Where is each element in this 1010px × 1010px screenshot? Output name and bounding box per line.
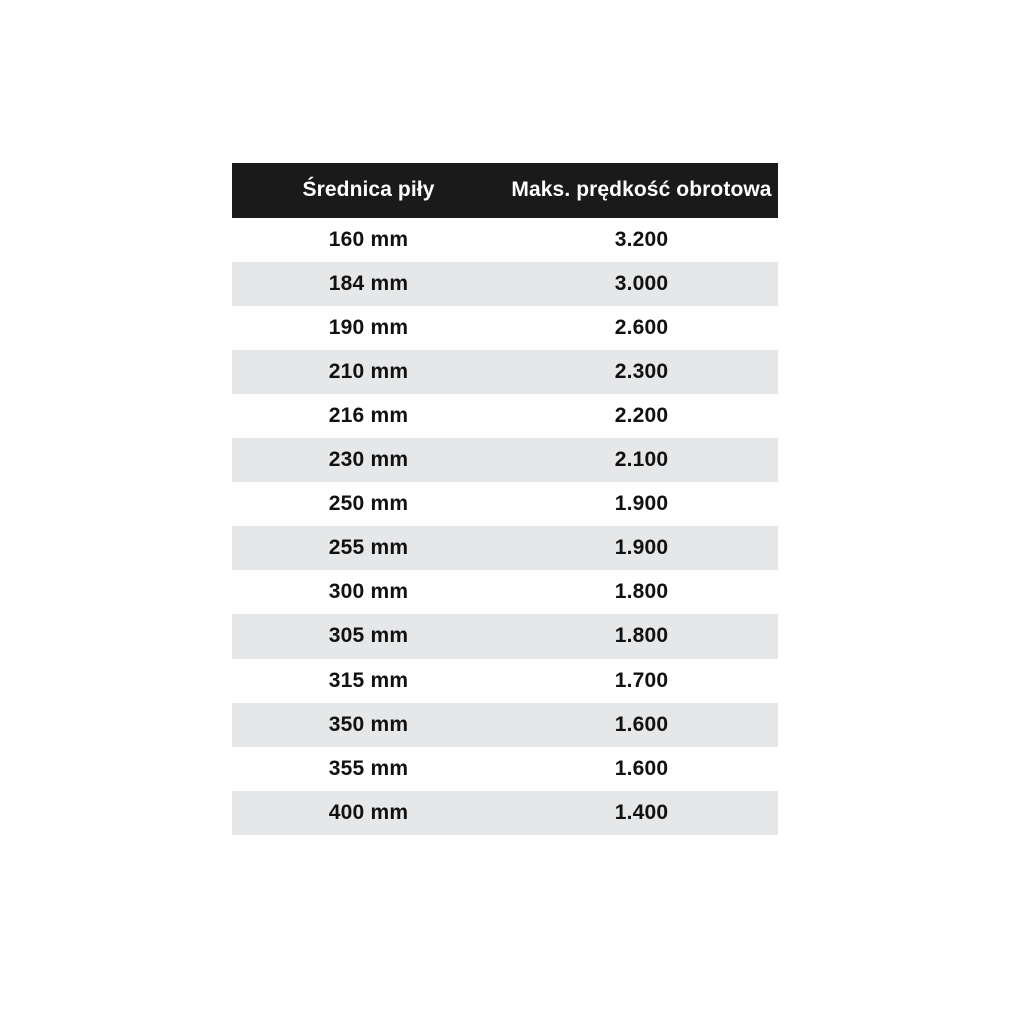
cell-diameter: 210 mm [232, 350, 505, 394]
cell-diameter: 230 mm [232, 438, 505, 482]
table-row [232, 659, 778, 703]
cell-diameter: 300 mm [232, 570, 505, 614]
table-row [232, 306, 778, 350]
cell-max-speed: 1.800 [505, 570, 778, 614]
cell-max-speed: 1.600 [505, 747, 778, 791]
cell-max-speed: 2.300 [505, 350, 778, 394]
cell-diameter: 400 mm [232, 791, 505, 835]
table-row [232, 438, 778, 482]
cell-max-speed: 1.600 [505, 703, 778, 747]
cell-diameter: 160 mm [232, 218, 505, 262]
table-row [232, 262, 778, 306]
table-header-row [232, 163, 778, 218]
cell-max-speed: 3.000 [505, 262, 778, 306]
cell-max-speed: 1.700 [505, 659, 778, 703]
cell-diameter: 250 mm [232, 482, 505, 526]
table-row [232, 526, 778, 570]
saw-speed-table-container [232, 163, 778, 835]
cell-diameter: 355 mm [232, 747, 505, 791]
saw-speed-table [232, 163, 778, 835]
cell-max-speed: 1.900 [505, 482, 778, 526]
cell-max-speed: 3.200 [505, 218, 778, 262]
cell-diameter: 305 mm [232, 614, 505, 658]
cell-diameter: 190 mm [232, 306, 505, 350]
cell-diameter: 315 mm [232, 659, 505, 703]
column-header-diameter: Średnica piły [232, 163, 505, 218]
table-row [232, 614, 778, 658]
cell-max-speed: 2.200 [505, 394, 778, 438]
cell-max-speed: 1.900 [505, 526, 778, 570]
cell-diameter: 184 mm [232, 262, 505, 306]
table-row [232, 350, 778, 394]
cell-diameter: 255 mm [232, 526, 505, 570]
cell-max-speed: 2.100 [505, 438, 778, 482]
table-body [232, 218, 778, 835]
cell-diameter: 216 mm [232, 394, 505, 438]
table-row [232, 747, 778, 791]
cell-diameter: 350 mm [232, 703, 505, 747]
table-row [232, 482, 778, 526]
cell-max-speed: 1.800 [505, 614, 778, 658]
table-row [232, 791, 778, 835]
table-row [232, 394, 778, 438]
table-row [232, 218, 778, 262]
table-header [232, 163, 778, 218]
table-row [232, 570, 778, 614]
cell-max-speed: 1.400 [505, 791, 778, 835]
column-header-max-speed: Maks. prędkość obrotowa [505, 163, 778, 218]
table-row [232, 703, 778, 747]
cell-max-speed: 2.600 [505, 306, 778, 350]
